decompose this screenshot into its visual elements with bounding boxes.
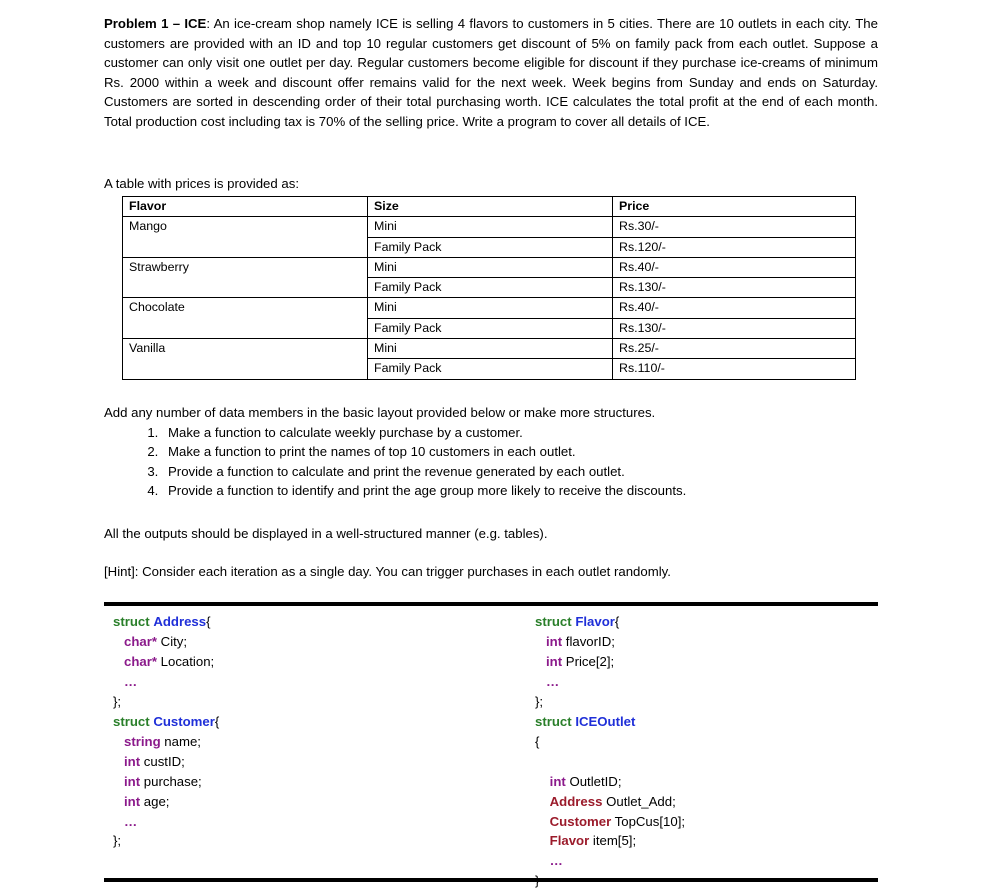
- table-row: [123, 257, 856, 277]
- table-row: [123, 217, 856, 237]
- struct-address: struct Address{ char* City; char* Location; … };: [113, 614, 215, 709]
- table-row: [123, 359, 856, 379]
- instructions-list: [104, 423, 884, 501]
- cell-price: Rs.25/-: [613, 339, 856, 359]
- cell-flavor: Vanilla: [123, 339, 368, 359]
- problem-text: : An ice-cream shop namely ICE is selling 4 flavors to customers in 5 cities. There are 10 outlets in each city. The customers are provided with an ID and top 10 regular customers get discount of 5% on family pack from each outlet. Suppose a customer can only visit one outlet per day. Regular customers become eligible for discount if they purchase ice-creams of minimum Rs. 2000 within a week and discount offer remains valid for the next week. Week begins from Sunday and ends on Saturday. Customers are sorted in descending order of their total purchasing worth. ICE calculates the total profit at the end of each month. Total production cost including tax is 70% of the selling price. Write a program to cover all details of ICE.: [104, 16, 878, 129]
- table-row: [123, 278, 856, 298]
- cell-size: Family Pack: [368, 278, 613, 298]
- table-row: [123, 339, 856, 359]
- list-item: 1. Make a function to calculate weekly purchase by a customer.: [162, 423, 884, 443]
- cell-price: Rs.130/-: [613, 318, 856, 338]
- table-row: [123, 318, 856, 338]
- cell-flavor: [123, 237, 368, 257]
- cell-size: Mini: [368, 298, 613, 318]
- problem-statement: [104, 14, 878, 132]
- table-caption: A table with prices is provided as:: [104, 176, 299, 191]
- struct-customer: struct Customer{ string name; int custID; int purchase; int age; … };: [113, 714, 220, 849]
- problem-title: Problem 1 – ICE: [104, 16, 207, 31]
- cell-flavor: Chocolate: [123, 298, 368, 318]
- header-flavor: Flavor: [123, 197, 368, 217]
- struct-flavor: struct Flavor{ int flavorID; int Price[2]; … };: [535, 614, 620, 709]
- instructions-intro: Add any number of data members in the basic layout provided below or make more structures.: [104, 405, 656, 420]
- table-row: [123, 237, 856, 257]
- list-item: 3. Provide a function to calculate and print the revenue generated by each outlet.: [162, 462, 884, 482]
- cell-price: Rs.120/-: [613, 237, 856, 257]
- cell-flavor: [123, 278, 368, 298]
- cell-price: Rs.30/-: [613, 217, 856, 237]
- header-size: Size: [368, 197, 613, 217]
- cell-size: Mini: [368, 217, 613, 237]
- code-listing: [104, 602, 878, 889]
- hint-text: [Hint]: Consider each iteration as a single day. You can trigger purchases in each outlet randomly.: [104, 564, 671, 579]
- cell-flavor: [123, 359, 368, 379]
- table-row: [123, 298, 856, 318]
- list-item: 2. Make a function to print the names of top 10 customers in each outlet.: [162, 442, 884, 462]
- cell-price: Rs.40/-: [613, 298, 856, 318]
- cell-price: Rs.130/-: [613, 278, 856, 298]
- list-item: 4. Provide a function to identify and print the age group more likely to receive the discounts.: [162, 481, 884, 501]
- outputs-note: All the outputs should be displayed in a well-structured manner (e.g. tables).: [104, 526, 548, 541]
- cell-flavor: Strawberry: [123, 257, 368, 277]
- cell-size: Family Pack: [368, 237, 613, 257]
- cell-flavor: [123, 318, 368, 338]
- header-price: Price: [613, 197, 856, 217]
- cell-size: Family Pack: [368, 318, 613, 338]
- cell-flavor: Mango: [123, 217, 368, 237]
- instructions: [104, 403, 884, 501]
- cell-size: Family Pack: [368, 359, 613, 379]
- struct-iceoutlet: struct ICEOutlet { int OutletID; Address Outlet_Add; Customer TopCus[10]; Flavor item[5]; … }: [535, 714, 686, 889]
- table-header-row: [123, 197, 856, 217]
- cell-size: Mini: [368, 339, 613, 359]
- cell-price: Rs.40/-: [613, 257, 856, 277]
- price-table: [122, 196, 856, 380]
- cell-price: Rs.110/-: [613, 359, 856, 379]
- cell-size: Mini: [368, 257, 613, 277]
